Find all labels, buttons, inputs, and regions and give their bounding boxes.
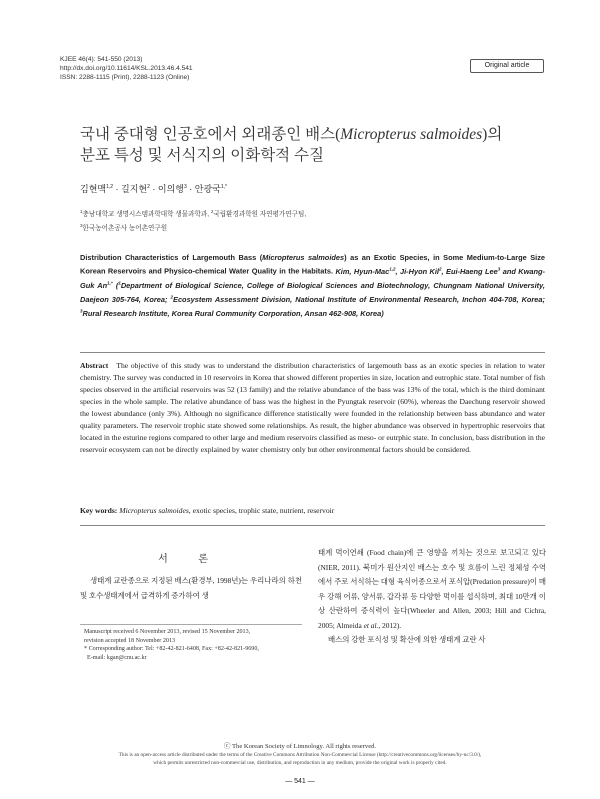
en-sup: 1,* (107, 280, 113, 286)
author-separator: · (186, 184, 195, 194)
doi-link[interactable]: http://dx.doi.org/10.11614/KSL.2013.46.4.541 (60, 65, 193, 72)
paragraph-text: 태계 먹이연쇄 (Food chain)에 큰 영향을 끼치는 것으로 보고되고 있다(NIER, 2011). 북미가 원산지인 배스는 호수 및 흐름이 느린 정체성 수역에서 주로 서식하는 대형 육식어종으로서 포식압(Predation pressure)이 매우 강해 어류, 양서류, 갑각류 등 다양한 먹이를 섭식하며, 최대 10만개 이상 산란하여 증식력이 높다(Wheeler and Allen, 2003; Hill and Cichra, 2005; Almeida (318, 548, 546, 630)
issn-line: ISSN: 2288-1115 (Print), 2288-1123 (Online) (60, 74, 190, 81)
en-sup: 2 (170, 294, 174, 300)
affil-text: 충남대학교 생명시스템과학대학 생물과학과, (82, 211, 211, 219)
keywords-label: Key words: (80, 506, 118, 515)
abstract-bottom-rule (80, 525, 545, 526)
en-affil: Department of Biological Science, College of Biological Sciences and Biotechnology, Chungnam National University, Daejeon 305-764, Korea; (80, 280, 545, 304)
affil-sup: 3 (80, 223, 83, 229)
keywords (80, 506, 545, 515)
author-name: 길지현 (121, 184, 148, 194)
en-author: , Eui-Haeng Lee (441, 266, 498, 276)
affil-text: 국립환경과학원 자연평가연구팀, (213, 211, 307, 219)
footnote-rule (80, 624, 302, 625)
keywords-species: Micropterus salmoides (119, 506, 189, 515)
abstract-top-rule (80, 352, 545, 353)
en-sup: 1,2 (389, 266, 396, 272)
author-affil-sup: 2 (147, 184, 150, 190)
author-name: 이의행 (157, 184, 185, 194)
abstract-label: Abstract (80, 361, 109, 370)
en-affil: Rural Research Institute, Korea Rural Community Corporation, Ansan 462-908, Korea) (82, 308, 384, 318)
author-name: 안광국 (194, 184, 221, 194)
citation-etal: et al. (363, 620, 379, 630)
footnote-email[interactable]: E-mail: kgan@cnu.ac.kr (87, 654, 147, 661)
title-species: Micropterus salmoides (340, 126, 483, 143)
title-part-1: 국내 중대형 인공호에서 외래종인 배스( (80, 126, 341, 143)
paragraph-text: , 2012). (378, 620, 402, 630)
footnote (84, 628, 306, 662)
author-list (80, 182, 227, 195)
section-title-introduction: 서 론 (158, 554, 222, 565)
en-author: ( (112, 280, 119, 290)
body-paragraph: 배스의 강한 포식성 및 확산에 의한 생태계 교란 사 (328, 635, 486, 644)
copyright-notice: ⓒ The Korean Society of Limnology. All rights reserved. (223, 743, 377, 750)
body-paragraph (318, 546, 546, 633)
affil-sup: 2 (210, 209, 214, 214)
en-title-part: ) as an Exotic Species, in Some Medium-to-Large Size Korean Reservoirs and Physico-chemical Water Quality in the Habitats. (80, 253, 546, 276)
abstract (80, 360, 545, 456)
author-name: 김현맥 (80, 184, 107, 194)
affiliations (80, 206, 306, 234)
en-title-part: Distribution Characteristics of Largemouth Bass ( (80, 253, 263, 262)
keywords-list: , exotic species, trophic state, nutrient, reservoir (188, 506, 335, 515)
license-line: which permits unrestricted non-commercial use, distribution, and reproduction in any medium, provide the original work is properly cited. (153, 759, 447, 766)
journal-citation: KJEE 46(4): 541-550 (2013) (60, 56, 143, 63)
abstract-text: The objective of this study was to understand the distribution characteristics of largemouth bass as an exotic species in relation to water chemistry. The survey was conducted in 10 reservoirs in Korea that showed different properties in size, location and eutrophic state. Total number of fish species observed in the artificial reservoirs was 52 (13 family) and the relative abundance of the bass was 13% of the total, which is the third dominant species in the whole sample. The relative abundance of bass was the highest in the Pyungtak reservoir (60%), whereas the Daechung reservoir showed the lowest abundance (only 3%). Although no significance difference statistically were founded in the relationship between bass abundance and water quality parameters. The reservoir trophic state showed some relationships. As result, the higher abundance was observed in hypertrophic reservoirs that located in the esturine regions compared to other large and medium reservoirs classified as meso- or eutrphic state. In conclusion, bass distribution in the reservoir ecosystem can not be directly explained by water chemistry only but other environmental factors should be considered. (80, 361, 545, 454)
en-sup: 1 (118, 280, 121, 286)
en-author: Kim, Hyun-Mac (335, 266, 390, 276)
title-line-2: 분포 특성 및 서식지의 이화학적 수질 (80, 147, 324, 164)
affil-text: 한국농어촌공사 농어촌연구원 (82, 225, 168, 233)
body-paragraph: 생태계 교란종으로 지정된 배스(환경부, 1998년)는 우리나라의 하천 및 호수생태계에서 급격하게 증가하여 생 (80, 576, 302, 600)
en-sup: 2 (439, 266, 442, 272)
title-part-2: )의 (482, 126, 503, 143)
affil-sup: 1 (80, 209, 83, 214)
page-number: — 541 — (285, 778, 315, 785)
en-sup: 3 (497, 266, 501, 272)
english-title-block (80, 252, 545, 319)
en-author: , Ji-Hyon Kil (395, 266, 439, 276)
en-affil: Ecosystem Assessment Division, National Institute of Environmental Research, Inchon 404-708, Korea; (173, 294, 545, 304)
en-title-species: Micropterus salmoides (262, 253, 345, 262)
en-sup: 3 (80, 308, 83, 314)
korean-title (80, 124, 550, 166)
license-line: This is an open-access article distributed under the terms of the Creative Commons Attribution Non-Commercial License (http://creativecommons.org/licenses/by-nc/3.0/), (118, 752, 482, 758)
author-affil-sup: 1,2 (106, 184, 114, 190)
author-separator: · (149, 184, 158, 194)
journal-header (60, 55, 193, 82)
left-column (80, 574, 302, 603)
license-notice (40, 752, 560, 767)
en-author: and Kwang-Guk An (80, 266, 545, 290)
footnote-line: Manuscript received 6 November 2013, revised 15 November 2013, (84, 629, 251, 635)
footnote-line: revision accepted 18 November 2013 (84, 637, 176, 644)
article-type-badge: Original article (470, 59, 544, 73)
author-separator: · (113, 184, 122, 194)
author-affil-sup: 3 (184, 184, 187, 190)
author-affil-sup: 1,* (220, 184, 228, 190)
footnote-line: * Corresponding author: Tel: +82-42-821-6408, Fax: +82-42-821-9690, (84, 646, 259, 653)
right-column (318, 546, 546, 648)
